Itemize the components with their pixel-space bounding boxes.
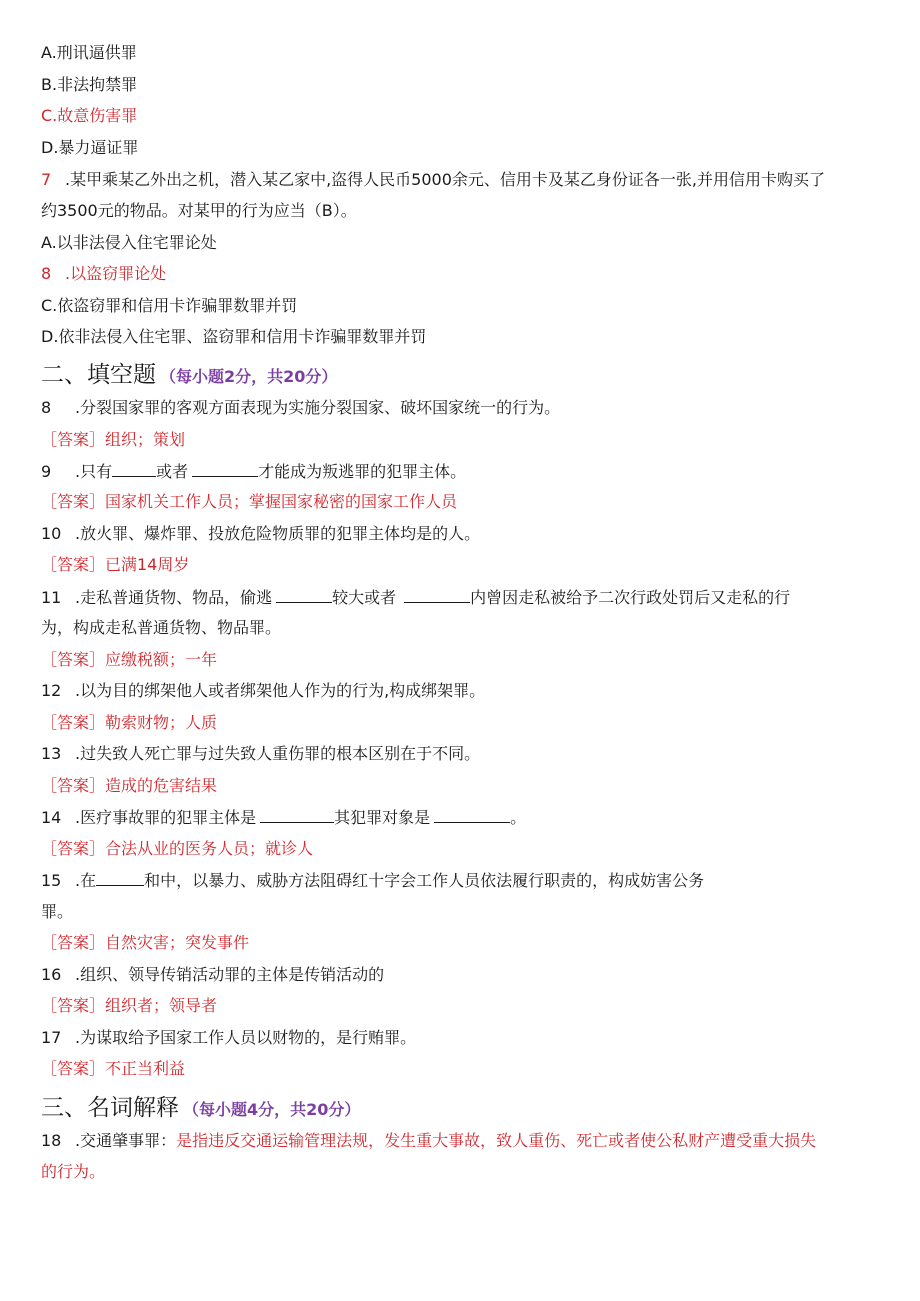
fill-14-answer: ［答案］合法从业的医务人员；就诊人 [41,839,314,858]
q18-line1 [41,1130,816,1152]
fill-11-number: 11 [41,588,62,607]
fill-15-text-a: .在 [75,871,97,890]
fill-9-number: 9 [41,462,52,481]
q6-option-c: C.故意伤害罪 [41,106,138,125]
fill-15-question-line2: 罪。 [41,902,74,921]
fill-17-question [41,1027,416,1049]
fill-11-answer: ［答案］应缴税额；一年 [41,650,218,669]
fill-10-text: .放火罪、爆炸罪、投放危险物质罪的犯罪主体均是的人。 [75,524,481,543]
q7-option-b-number: 8 [41,264,52,283]
q7-option-a: A.以非法侵入住宅罪论处 [41,233,217,252]
fill-9-text-c: 才能成为叛逃罪的犯罪主体。 [258,462,467,481]
fill-13-text: .过失致人死亡罪与过失致人重伤罪的根本区别在于不同。 [75,744,481,763]
fill-14-blank-2 [434,806,510,823]
fill-15-text-b: 和中，以暴力、威胁方法阻碍红十字会工作人员依法履行职责的，构成妨害公务 [144,871,705,890]
section2-note: （每小题2分，共20分） [160,367,338,386]
fill-8-answer: ［答案］组织；策划 [41,430,186,449]
fill-8-question [41,397,560,419]
fill-11-question-line2: 为，构成走私普通货物、物品罪。 [41,618,282,637]
fill-17-number: 17 [41,1028,62,1047]
fill-11-blank-1 [276,586,332,603]
section3-note: （每小题4分，共20分） [183,1100,361,1119]
section2-heading [41,360,337,390]
fill-9-answer: ［答案］国家机关工作人员；掌握国家秘密的国家工作人员 [41,492,458,511]
fill-14-text-c: 。 [510,808,527,827]
fill-16-question [41,964,384,986]
q18-term: .交通肇事罪： [75,1131,177,1150]
q7-option-b-text: .以盗窃罪论处 [65,264,167,283]
q6-option-b: B.非法拘禁罪 [41,75,138,94]
fill-11-text-b: 较大或者 [332,588,397,607]
fill-14-blank-1 [260,806,334,823]
fill-12-question [41,680,485,702]
q7-stem-line2: 约3500元的物品。对某甲的行为应当（B）。 [41,201,357,220]
fill-15-answer: ［答案］自然灾害；突发事件 [41,933,250,952]
q18-definition-line2: 的行为。 [41,1162,106,1181]
q6-option-d: D.暴力逼证罪 [41,138,139,157]
fill-8-number: 8 [41,398,52,417]
q7-option-d: D.依非法侵入住宅罪、盗窃罪和信用卡诈骗罪数罪并罚 [41,327,427,346]
fill-10-question [41,523,480,545]
q7-stem-line1 [41,169,825,191]
fill-11-text-a: .走私普通货物、物品，偷逃 [75,588,273,607]
q18-number: 18 [41,1131,62,1150]
fill-13-answer: ［答案］造成的危害结果 [41,776,218,795]
q7-option-c: C.依盗窃罪和信用卡诈骗罪数罪并罚 [41,296,298,315]
fill-16-answer: ［答案］组织者；领导者 [41,996,218,1015]
fill-14-question [41,806,526,828]
q6-option-a: A.刑讯逼供罪 [41,43,137,62]
fill-14-text-a: .医疗事故罪的犯罪主体是 [75,808,257,827]
fill-10-number: 10 [41,524,62,543]
fill-9-text-b: 或者 [156,462,189,481]
fill-12-answer: ［答案］勒索财物；人质 [41,713,218,732]
q7-number: 7 [41,170,52,189]
fill-16-number: 16 [41,965,62,984]
fill-17-answer: ［答案］不正当利益 [41,1059,186,1078]
fill-14-text-b: 其犯罪对象是 [334,808,431,827]
q18-definition: 是指违反交通运输管理法规，发生重大事故，致人重伤、死亡或者使公私财产遭受重大损失 [176,1131,817,1150]
q7-stem-text: .某甲乘某乙外出之机，潜入某乙家中,盗得人民币5000余元、信用卡及某乙身份证各一张,并用信用卡购买了 [65,170,825,189]
fill-17-text: .为谋取给予国家工作人员以财物的，是行贿罪。 [75,1028,417,1047]
fill-10-answer: ［答案］已满14周岁 [41,555,190,574]
fill-9-text-a: .只有 [75,462,113,481]
fill-9-blank-2 [192,460,258,477]
fill-12-text: .以为目的绑架他人或者绑架他人作为的行为,构成绑架罪。 [75,681,486,700]
fill-15-question [41,869,704,891]
fill-11-question [41,586,790,608]
fill-12-number: 12 [41,681,62,700]
fill-13-number: 13 [41,744,62,763]
q7-option-b [41,263,166,285]
fill-14-number: 14 [41,808,62,827]
fill-8-text: .分裂国家罪的客观方面表现为实施分裂国家、破坏国家统一的行为。 [75,398,561,417]
fill-16-text: .组织、领导传销活动罪的主体是传销活动的 [75,965,385,984]
section2-title: 二、填空题 [41,362,156,388]
fill-9-question [41,460,466,482]
fill-13-question [41,743,480,765]
section3-title: 三、名词解释 [41,1095,179,1121]
fill-15-number: 15 [41,871,62,890]
section3-heading [41,1093,360,1123]
fill-11-blank-2 [404,586,470,603]
fill-11-text-c: 内曾因走私被给予二次行政处罚后又走私的行 [470,588,791,607]
fill-9-blank-1 [112,460,156,477]
fill-15-blank-1 [96,869,144,886]
